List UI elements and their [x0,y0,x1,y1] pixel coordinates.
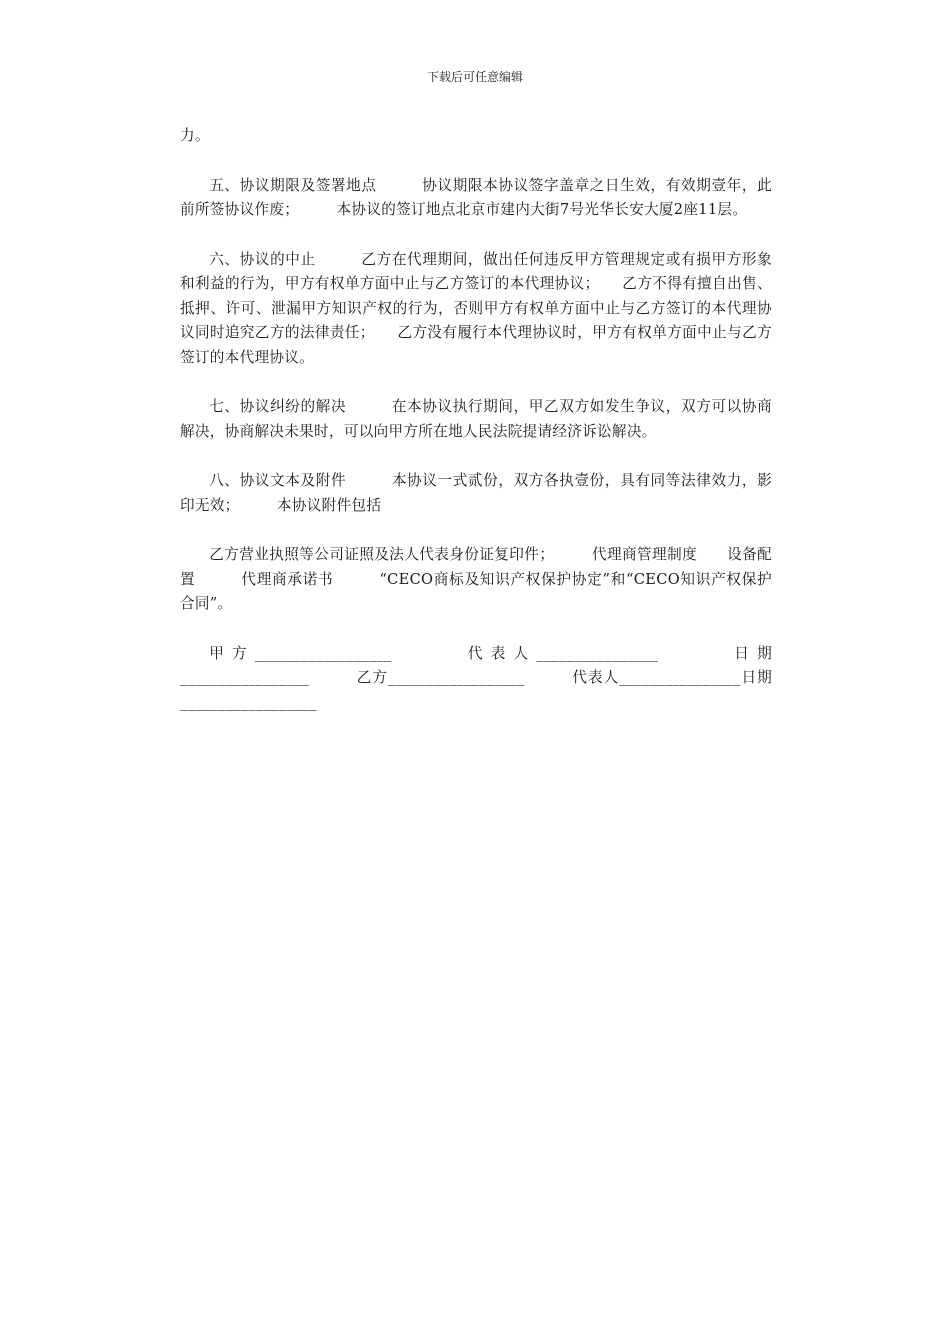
paragraph-continuation: 力。 [180,127,210,144]
page-header-note: 下载后可任意编辑 [426,70,523,84]
paragraph-term-and-location: 五、协议期限及签署地点 协议期限本协议签字盖章之日生效，有效期壹年，此前所签协议作废； 本协议的签订地点北京市建内大街7号光华长安大厦2座11层。 [180,176,772,218]
document-body [180,124,772,715]
paragraph-text-and-attachments: 八、协议文本及附件 本协议一式贰份，双方各执壹份，具有同等法律效力，影印无效； 本协议附件包括 [180,472,772,514]
paragraph-termination: 六、协议的中止 乙方在代理期间，做出任何违反甲方管理规定或有损甲方形象和利益的行为，甲方有权单方面中止与乙方签订的本代理协议； 乙方不得有擅自出售、抵押、许可、泄漏甲方知识产权的行为，否则甲方有权单方面中止与乙方签订的本代理协议同时追究乙方的法律责任； 乙方没有履行本代理协议时，甲方有权单方面中止与乙方签订的本代理协议。 [180,250,772,366]
paragraph-dispute-resolution: 七、协议纠纷的解决 在本协议执行期间，甲乙双方如发生争议，双方可以协商解决，协商解决未果时，可以向甲方所在地人民法院提请经济诉讼解决。 [180,398,772,440]
paragraph-attachment-list: 乙方营业执照等公司证照及法人代表身份证复印件； 代理商管理制度 设备配置 代理商承诺书 “CECO商标及知识产权保护协定”和“CECO知识产权保护合同”。 [180,546,772,612]
signature-block: 甲方__________________ 代表人________________ 日期_________________ 乙方__________________ 代表人________________日期__________________ [180,644,772,711]
